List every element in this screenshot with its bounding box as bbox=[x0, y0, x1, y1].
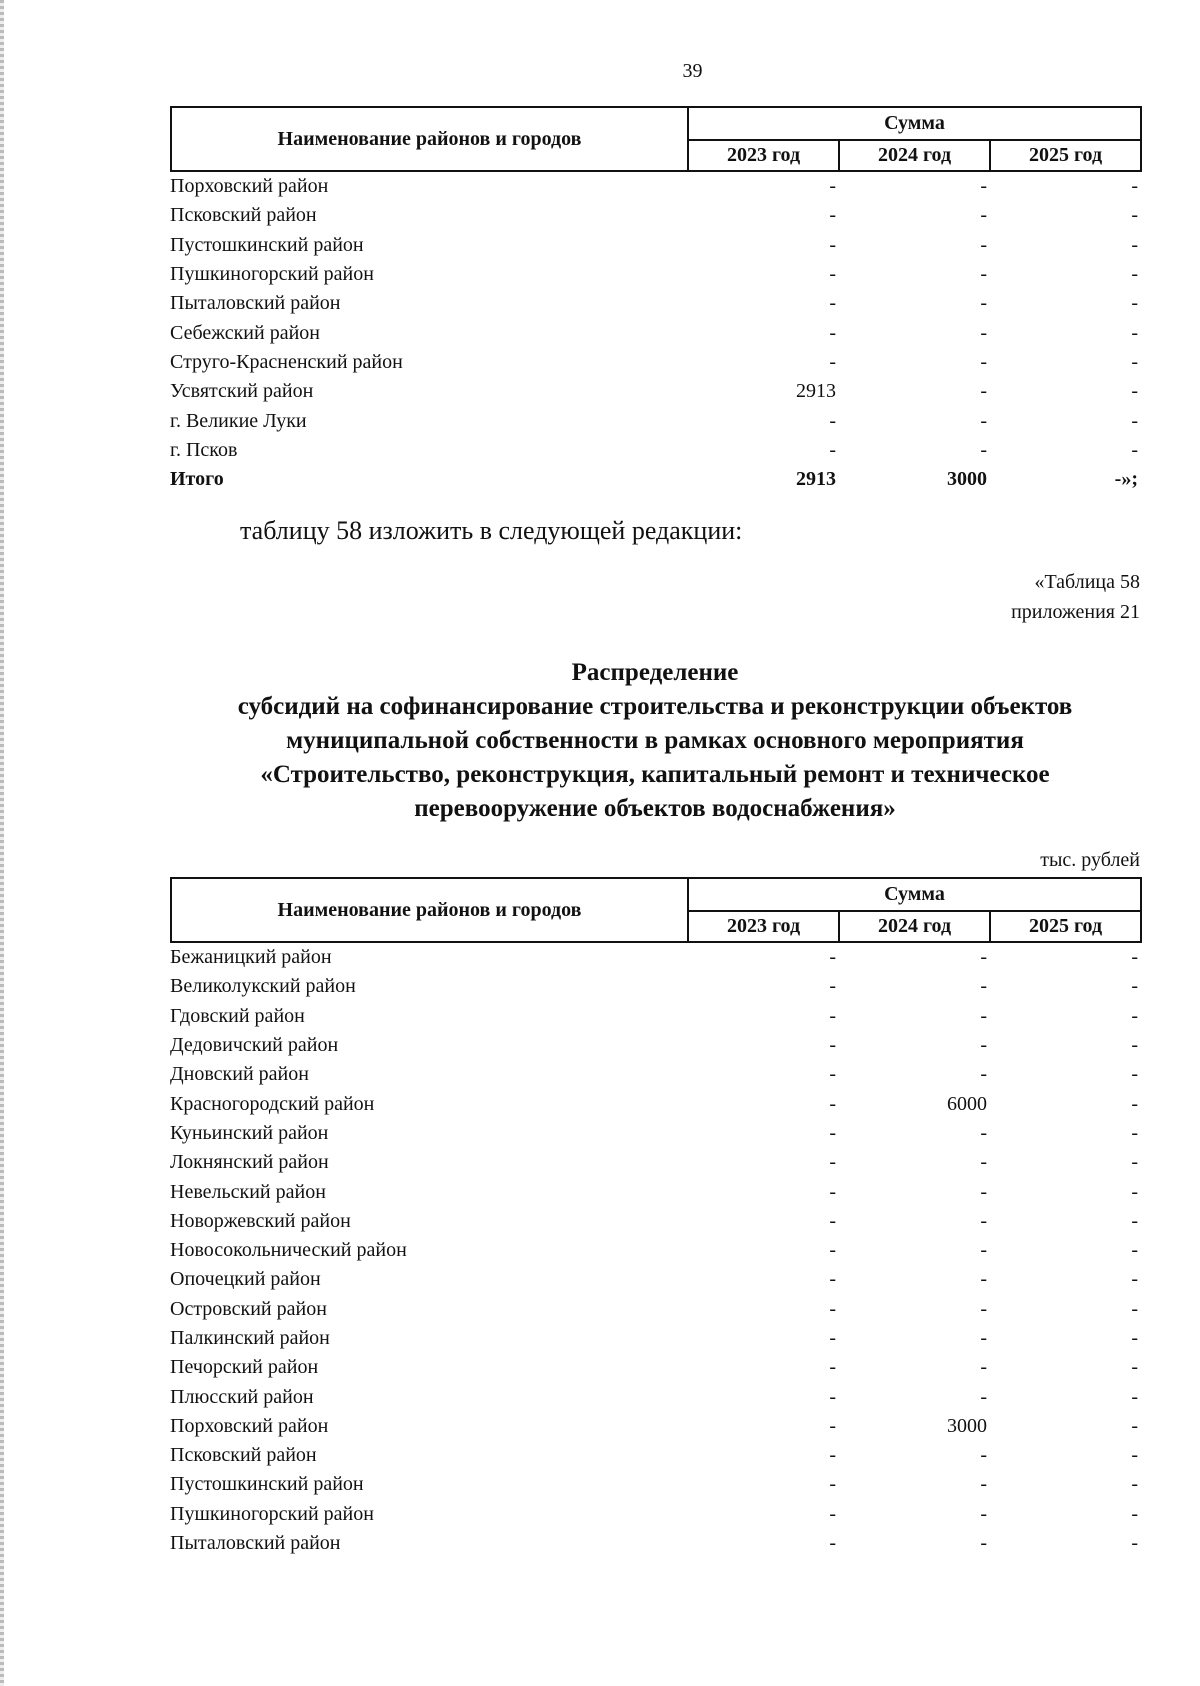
value-2023: - bbox=[829, 321, 836, 344]
value-2025: - bbox=[1131, 1239, 1138, 1262]
district-name: Порховский район bbox=[170, 1414, 329, 1437]
value-2025: - bbox=[1131, 1092, 1138, 1115]
table-row bbox=[170, 1265, 1140, 1294]
value-2024: - bbox=[980, 946, 987, 969]
table-row bbox=[170, 1119, 1140, 1148]
table-row bbox=[170, 260, 1140, 289]
instruction-text: таблицу 58 изложить в следующей редакции: bbox=[240, 516, 743, 545]
title-line-2: субсидий на софинансирование строительства и реконструкции объектов bbox=[237, 693, 1073, 720]
caption-line-2: приложения 21 bbox=[1011, 601, 1140, 623]
header-sum: Сумма bbox=[688, 878, 1141, 911]
table-row bbox=[170, 1177, 1140, 1206]
value-2023: - bbox=[829, 1473, 836, 1496]
value-2025: - bbox=[1131, 321, 1138, 344]
value-2023: - bbox=[829, 1239, 836, 1262]
table-top bbox=[170, 106, 1140, 494]
total-row bbox=[170, 465, 1140, 494]
header-year-2024: 2024 год bbox=[839, 140, 990, 171]
header-year-2024: 2024 год bbox=[839, 911, 990, 942]
table-row bbox=[170, 1324, 1140, 1353]
value-2024: - bbox=[980, 1327, 987, 1349]
table-row bbox=[170, 436, 1140, 465]
value-2025: - bbox=[1131, 1385, 1138, 1408]
district-name: Порховский район bbox=[170, 175, 329, 198]
value-2024: - bbox=[980, 233, 987, 256]
value-2025: - bbox=[1131, 1063, 1138, 1086]
value-2025: - bbox=[1131, 233, 1138, 256]
table-bottom-body bbox=[170, 943, 1140, 1558]
district-name: Куньинский район bbox=[170, 1121, 329, 1144]
value-2024: - bbox=[980, 1385, 987, 1408]
district-name: Плюсский район bbox=[170, 1385, 314, 1408]
table-row bbox=[170, 1148, 1140, 1177]
table-row bbox=[170, 1236, 1140, 1265]
value-2024: - bbox=[980, 1209, 987, 1232]
value-2025: - bbox=[1131, 1327, 1138, 1349]
table-row bbox=[170, 1089, 1140, 1118]
value-2023: - bbox=[829, 1268, 836, 1291]
table-row bbox=[170, 1295, 1140, 1324]
value-2024: - bbox=[980, 175, 987, 198]
value-2023: - bbox=[829, 1297, 836, 1320]
value-2025: - bbox=[1131, 1473, 1138, 1496]
table-row bbox=[170, 1529, 1140, 1558]
table-row bbox=[170, 1382, 1140, 1411]
value-2023: - bbox=[829, 233, 836, 256]
district-name: Локнянский район bbox=[170, 1151, 329, 1174]
value-2025: - bbox=[1131, 380, 1138, 403]
table-top-header bbox=[170, 106, 1142, 172]
table-bottom-header bbox=[170, 877, 1142, 943]
district-name: Дедовичский район bbox=[170, 1034, 339, 1057]
value-2025: - bbox=[1131, 1502, 1138, 1525]
district-name: Великолукский район bbox=[170, 975, 356, 998]
district-name: Себежский район bbox=[170, 321, 320, 344]
value-2024: - bbox=[980, 1502, 987, 1525]
value-2023: 2913 bbox=[796, 380, 836, 403]
value-2023: - bbox=[829, 1151, 836, 1174]
value-2024: - bbox=[980, 1180, 987, 1203]
district-name: Гдовский район bbox=[170, 1004, 305, 1027]
value-2024: - bbox=[980, 438, 987, 461]
value-2025: - bbox=[1131, 946, 1138, 969]
units-label: тыс. рублей bbox=[1040, 849, 1140, 871]
district-name: Пушкиногорский район bbox=[170, 1502, 374, 1525]
value-2024: - bbox=[980, 292, 987, 315]
value-2023: - bbox=[829, 1180, 836, 1203]
value-2024: - bbox=[980, 1532, 987, 1555]
value-2025: - bbox=[1131, 1444, 1138, 1467]
value-2023: 2913 bbox=[796, 468, 836, 491]
value-2023: - bbox=[829, 946, 836, 969]
value-2025: - bbox=[1131, 1414, 1138, 1437]
district-name: Пушкиногорский район bbox=[170, 263, 374, 286]
table-row bbox=[170, 1031, 1140, 1060]
value-2024: - bbox=[980, 1063, 987, 1086]
header-year-2023: 2023 год bbox=[688, 140, 839, 171]
value-2024: 3000 bbox=[947, 1414, 987, 1437]
value-2023: - bbox=[829, 409, 836, 432]
district-name: Печорский район bbox=[170, 1356, 319, 1379]
district-name: Новоржевский район bbox=[170, 1209, 351, 1232]
value-2024: - bbox=[980, 409, 987, 432]
value-2024: - bbox=[980, 321, 987, 344]
value-2025: - bbox=[1131, 350, 1138, 373]
value-2023: - bbox=[829, 350, 836, 373]
value-2025: - bbox=[1131, 1297, 1138, 1320]
header-year-2023: 2023 год bbox=[688, 911, 839, 942]
header-year-2025: 2025 год bbox=[990, 911, 1141, 942]
caption-line-1: «Таблица 58 bbox=[1034, 571, 1140, 593]
value-2025: - bbox=[1131, 292, 1138, 315]
value-2023: - bbox=[829, 438, 836, 461]
value-2023: - bbox=[829, 204, 836, 227]
title-line-5: перевооружение объектов водоснабжения» bbox=[414, 795, 896, 822]
district-name: Итого bbox=[170, 468, 224, 491]
table-row bbox=[170, 1207, 1140, 1236]
value-2023: - bbox=[829, 1532, 836, 1555]
value-2025: - bbox=[1131, 1151, 1138, 1174]
district-name: Дновский район bbox=[170, 1063, 309, 1086]
value-2023: - bbox=[829, 1063, 836, 1086]
table-row bbox=[170, 406, 1140, 435]
district-name: Пустошкинский район bbox=[170, 1473, 364, 1496]
table-row bbox=[170, 972, 1140, 1001]
value-2024: - bbox=[980, 1121, 987, 1144]
value-2025: - bbox=[1131, 1121, 1138, 1144]
value-2024: 6000 bbox=[947, 1092, 987, 1115]
table-row bbox=[170, 1470, 1140, 1499]
value-2023: - bbox=[829, 1414, 836, 1437]
value-2024: - bbox=[980, 1444, 987, 1467]
table-row bbox=[170, 943, 1140, 972]
value-2023: - bbox=[829, 175, 836, 198]
value-2024: - bbox=[980, 1239, 987, 1262]
header-year-2025: 2025 год bbox=[990, 140, 1141, 171]
table-row bbox=[170, 1002, 1140, 1031]
table-top-body bbox=[170, 172, 1140, 494]
value-2025: - bbox=[1131, 263, 1138, 286]
value-2025: - bbox=[1131, 975, 1138, 998]
table-row bbox=[170, 1353, 1140, 1382]
value-2023: - bbox=[829, 1121, 836, 1144]
value-2023: - bbox=[829, 975, 836, 998]
value-2024: - bbox=[980, 263, 987, 286]
value-2025: - bbox=[1131, 1532, 1138, 1555]
value-2025: - bbox=[1131, 438, 1138, 461]
district-name: Усвятский район bbox=[170, 380, 314, 403]
value-2024: - bbox=[980, 975, 987, 998]
district-name: Псковский район bbox=[170, 1444, 317, 1467]
value-2024: - bbox=[980, 204, 987, 227]
value-2023: - bbox=[829, 1356, 836, 1379]
district-name: Красногородский район bbox=[170, 1092, 375, 1115]
district-name: Невельский район bbox=[170, 1180, 326, 1203]
document-title bbox=[130, 656, 1180, 826]
value-2023: - bbox=[829, 1502, 836, 1525]
value-2024: - bbox=[980, 380, 987, 403]
value-2023: - bbox=[829, 292, 836, 315]
district-name: Бежаницкий район bbox=[170, 946, 332, 969]
value-2025: - bbox=[1131, 204, 1138, 227]
table-row bbox=[170, 348, 1140, 377]
value-2023: - bbox=[829, 263, 836, 286]
value-2025: - bbox=[1131, 1268, 1138, 1291]
value-2025: - bbox=[1131, 175, 1138, 198]
value-2023: - bbox=[829, 1034, 836, 1057]
value-2025: - bbox=[1131, 1209, 1138, 1232]
district-name: Псковский район bbox=[170, 204, 317, 227]
table-row bbox=[170, 289, 1140, 318]
district-name: Островский район bbox=[170, 1297, 327, 1320]
value-2024: - bbox=[980, 1297, 987, 1320]
table-row bbox=[170, 377, 1140, 406]
value-2024: - bbox=[980, 1268, 987, 1291]
table-row bbox=[170, 201, 1140, 230]
page-number: 39 bbox=[682, 60, 703, 82]
value-2023: - bbox=[829, 1444, 836, 1467]
table-row bbox=[170, 172, 1140, 201]
value-2025: - bbox=[1131, 1180, 1138, 1203]
district-name: Пыталовский район bbox=[170, 1532, 341, 1555]
value-2025: -»; bbox=[1114, 468, 1138, 491]
value-2023: - bbox=[829, 1327, 836, 1349]
value-2024: - bbox=[980, 1034, 987, 1057]
value-2024: - bbox=[980, 1004, 987, 1027]
scan-edge-decoration bbox=[0, 0, 4, 1686]
header-name-column: Наименование районов и городов bbox=[171, 878, 688, 942]
district-name: Новосокольнический район bbox=[170, 1239, 407, 1262]
district-name: Струго-Красненский район bbox=[170, 350, 403, 373]
header-name-column: Наименование районов и городов bbox=[171, 107, 688, 171]
table-row bbox=[170, 231, 1140, 260]
district-name: Пыталовский район bbox=[170, 292, 341, 315]
table-row bbox=[170, 318, 1140, 347]
value-2024: 3000 bbox=[947, 468, 987, 491]
district-name: Пустошкинский район bbox=[170, 233, 364, 256]
value-2024: - bbox=[980, 350, 987, 373]
value-2023: - bbox=[829, 1004, 836, 1027]
value-2024: - bbox=[980, 1151, 987, 1174]
title-line-4: «Строительство, реконструкция, капитальный ремонт и техническое bbox=[260, 761, 1050, 788]
table-caption bbox=[1011, 567, 1140, 627]
district-name: г. Псков bbox=[170, 438, 238, 461]
value-2023: - bbox=[829, 1385, 836, 1408]
value-2024: - bbox=[980, 1473, 987, 1496]
value-2025: - bbox=[1131, 1004, 1138, 1027]
district-name: Опочецкий район bbox=[170, 1268, 321, 1291]
title-line-1: Распределение bbox=[571, 659, 739, 686]
district-name: г. Великие Луки bbox=[170, 409, 307, 432]
value-2023: - bbox=[829, 1209, 836, 1232]
value-2024: - bbox=[980, 1356, 987, 1379]
table-row bbox=[170, 1500, 1140, 1529]
value-2025: - bbox=[1131, 409, 1138, 432]
value-2023: - bbox=[829, 1092, 836, 1115]
district-name: Палкинский район bbox=[170, 1327, 330, 1349]
table-row bbox=[170, 1441, 1140, 1470]
table-row bbox=[170, 1412, 1140, 1441]
table-bottom bbox=[170, 877, 1140, 1558]
value-2025: - bbox=[1131, 1356, 1138, 1379]
title-line-3: муниципальной собственности в рамках основного мероприятия bbox=[286, 727, 1024, 754]
value-2025: - bbox=[1131, 1034, 1138, 1057]
header-sum: Сумма bbox=[688, 107, 1141, 140]
table-row bbox=[170, 1060, 1140, 1089]
